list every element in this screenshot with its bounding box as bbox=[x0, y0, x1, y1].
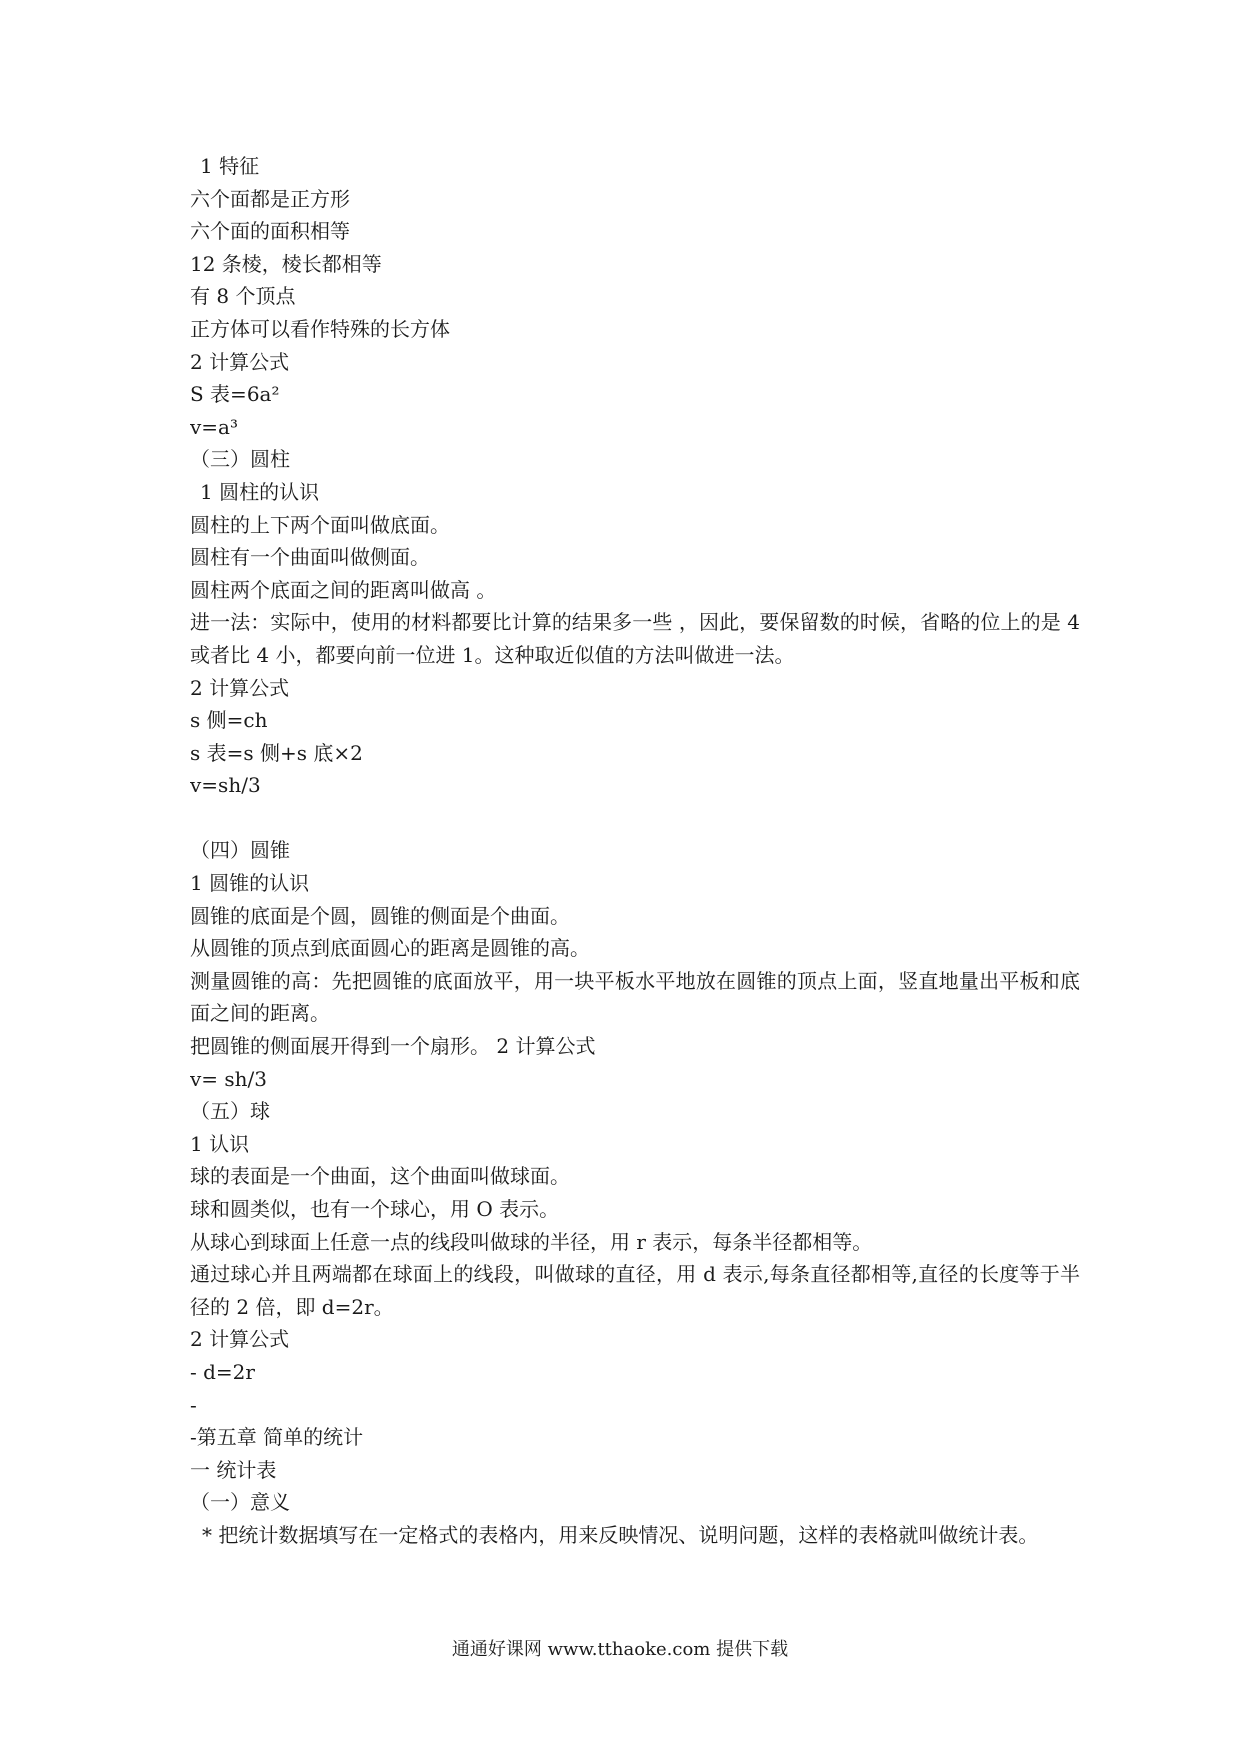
document-body bbox=[190, 150, 1080, 1552]
text-line: 从圆锥的顶点到底面圆心的距离是圆锥的高。 bbox=[190, 936, 590, 961]
text-line: 圆锥的底面是个圆，圆锥的侧面是个曲面。 bbox=[190, 903, 570, 928]
text-line: 从球心到球面上任意一点的线段叫做球的半径，用 r 表示，每条半径都相等。 bbox=[190, 1229, 873, 1254]
text-line: 圆柱有一个曲面叫做侧面。 bbox=[190, 545, 430, 570]
text-line: 圆柱两个底面之间的距离叫做高 。 bbox=[190, 577, 497, 602]
text-paragraph: * 把统计数据填写在一定格式的表格内，用来反映情况、说明问题，这样的表格就叫做统计表。 bbox=[202, 1522, 1039, 1547]
text-line: 一 统计表 bbox=[190, 1457, 277, 1482]
text-line: 六个面都是正方形 bbox=[190, 186, 350, 211]
text-line: 1 特征 bbox=[200, 154, 260, 178]
text-line: S 表=6a² bbox=[190, 382, 280, 407]
text-line: v= sh/3 bbox=[190, 1066, 268, 1091]
text-line: （四）圆锥 bbox=[190, 838, 290, 863]
text-paragraph: 测量圆锥的高：先把圆锥的底面放平，用一块平板水平地放在圆锥的顶点上面，竖直地量出平板和底面之间的距离。 bbox=[190, 968, 1080, 1026]
text-line: 正方体可以看作特殊的长方体 bbox=[190, 316, 450, 341]
text-line: （三）圆柱 bbox=[190, 447, 290, 472]
text-line: 1 圆柱的认识 bbox=[200, 479, 320, 504]
blank-line bbox=[190, 802, 1080, 835]
text-paragraph: 通过球心并且两端都在球面上的线段，叫做球的直径，用 d 表示,每条直径都相等,直径的长度等于半径的 2 倍，即 d=2r。 bbox=[190, 1262, 1080, 1319]
page-footer: 通通好课网 www.tthaoke.com 提供下载 bbox=[451, 1639, 789, 1660]
text-line: 六个面的面积相等 bbox=[190, 219, 350, 244]
text-line: 球的表面是一个曲面，这个曲面叫做球面。 bbox=[190, 1164, 570, 1189]
text-line: 2 计算公式 bbox=[190, 1327, 290, 1352]
text-line: s 表=s 侧+s 底×2 bbox=[190, 740, 363, 765]
text-line: 1 圆锥的认识 bbox=[190, 871, 310, 896]
text-line: 把圆锥的侧面展开得到一个扇形。 2 计算公式 bbox=[190, 1034, 596, 1059]
text-line: 2 计算公式 bbox=[190, 349, 290, 374]
text-line: （五）球 bbox=[190, 1099, 270, 1124]
text-line: 球和圆类似，也有一个球心，用 O 表示。 bbox=[190, 1197, 560, 1221]
text-line: 2 计算公式 bbox=[190, 675, 290, 700]
text-line: 圆柱的上下两个面叫做底面。 bbox=[190, 512, 450, 537]
text-line: v=a³ bbox=[190, 414, 238, 439]
text-line: 12 条棱，棱长都相等 bbox=[190, 251, 382, 276]
text-line: 1 认识 bbox=[190, 1131, 250, 1156]
text-line: - d=2r bbox=[190, 1359, 255, 1384]
text-line: - bbox=[190, 1392, 197, 1417]
text-line: v=sh/3 bbox=[190, 773, 261, 798]
text-paragraph: 进一法：实际中，使用的材料都要比计算的结果多一些 ，因此，要保留数的时候，省略的位上的是 4 或者比 4 小，都要向前一位进 1。这种取近似值的方法叫做进一法。 bbox=[190, 610, 1080, 667]
text-line: s 侧=ch bbox=[190, 708, 268, 733]
text-line: -第五章 简单的统计 bbox=[190, 1425, 364, 1450]
text-line: （一）意义 bbox=[190, 1490, 290, 1515]
text-line: 有 8 个顶点 bbox=[190, 284, 296, 309]
